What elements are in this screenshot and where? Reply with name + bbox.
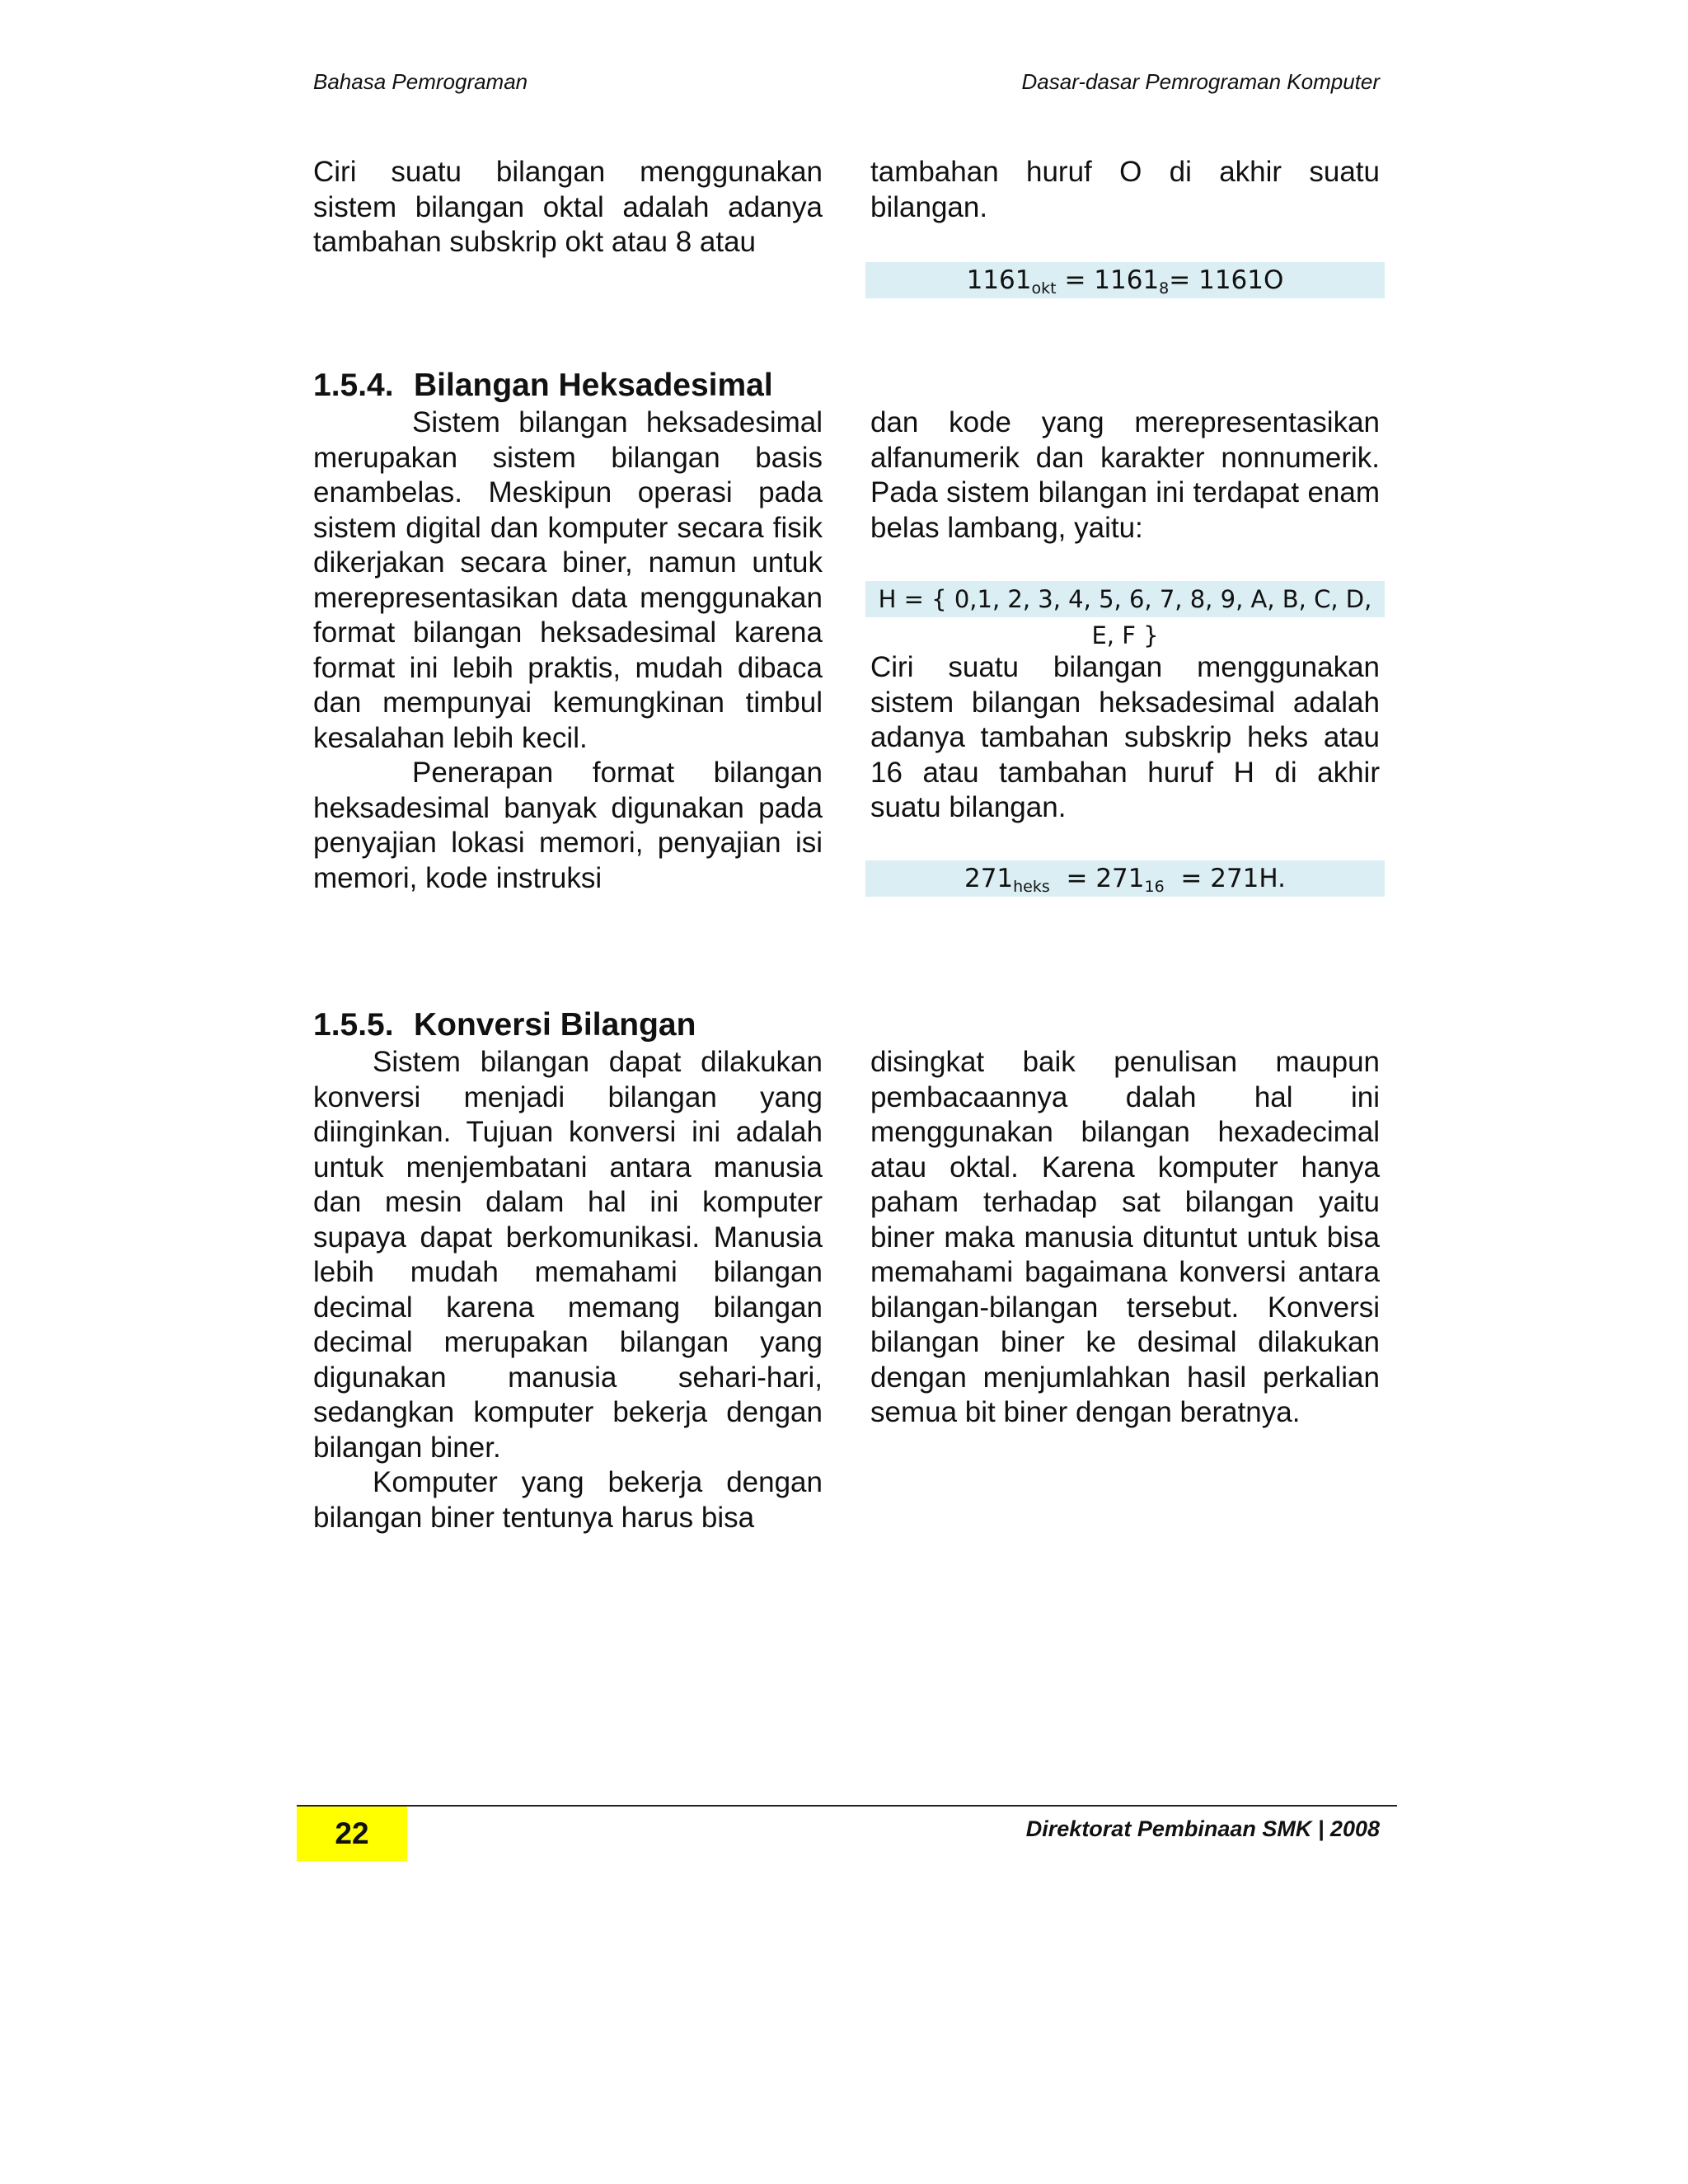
section-155-number: 1.5.5. <box>313 1007 394 1043</box>
intro-right-column <box>870 155 1380 225</box>
section-154-number: 1.5.4. <box>313 368 394 403</box>
intro-left-column <box>313 155 823 260</box>
section-154-right-paragraph-1: dan kode yang merepresentasikan alfanumerik dan karakter nonnumerik. Pada sistem bilangan ini terdapat enam belas lambang, yaitu: <box>870 406 1380 544</box>
intro-left-paragraph: Ciri suatu bilangan menggunakan sistem bilangan oktal adalah adanya tambahan subskrip okt atau 8 atau <box>313 156 823 258</box>
hex-symbol-set-box: H = { 0,1, 2, 3, 4, 5, 6, 7, 8, 9, A, B, C, D, E, F } <box>865 581 1385 617</box>
section-154-right-column <box>870 405 1380 546</box>
section-155-title: Konversi Bilangan <box>414 1007 696 1043</box>
octal-formula-c: = 1161O <box>1169 265 1284 295</box>
hex-formula-c: = 271H. <box>1164 864 1287 893</box>
section-155-right-paragraph-1: disingkat baik penulisan maupun pembacaannya dalah hal ini menggunakan bilangan hexadecimal atau oktal. Karena komputer hanya paham terhadap sat bilangan yaitu biner maka manusia dituntut untuk bisa memahami bagaimana konversi antara bilangan-bilangan tersebut. Konversi bilangan biner ke desimal dilakukan dengan menjumlahkan hasil perkalian semua bit biner dengan beratnya. <box>870 1046 1380 1428</box>
footer-publisher: Direktorat Pembinaan SMK | 2008 <box>1025 1816 1380 1841</box>
section-154-right-column-2 <box>870 650 1380 826</box>
section-155-left-paragraph-1: Sistem bilangan dapat dilakukan konversi menjadi bilangan yang diinginkan. Tujuan konversi ini adalah untuk menjembatani antara manusia dan mesin dalam hal ini komputer supaya dapat berkomunikasi. Manusia lebih mudah memahami bilangan decimal karena memang bilangan decimal merupakan bilangan yang digunakan manusia sehari-hari, sedangkan komputer bekerja dengan bilangan biner. <box>313 1046 823 1464</box>
intro-right-paragraph: tambahan huruf O di akhir suatu bilangan. <box>870 156 1380 223</box>
octal-formula-box <box>865 262 1385 298</box>
octal-formula-a: 1161 <box>966 265 1032 295</box>
running-header-left: Bahasa Pemrograman <box>313 69 528 94</box>
section-154-right-paragraph-2: Ciri suatu bilangan menggunakan sistem bilangan heksadesimal adalah adanya tambahan subskrip heks atau 16 atau tambahan huruf H di akhir suatu bilangan. <box>870 651 1380 823</box>
section-154-left-column <box>313 405 823 896</box>
hex-formula-a-sub: heks <box>1013 878 1050 896</box>
running-header-right: Dasar-dasar Pemrograman Komputer <box>1021 69 1380 94</box>
hex-formula-b-sub: 16 <box>1144 878 1165 896</box>
section-154-left-paragraph-2: Penerapan format bilangan heksadesimal banyak digunakan pada penyajian lokasi memori, penyajian isi memori, kode instruksi <box>313 757 823 894</box>
section-154-heading <box>313 368 773 404</box>
hex-formula-a: 271 <box>964 864 1014 893</box>
section-155-left-column <box>313 1045 823 1535</box>
octal-formula-b-sub: 8 <box>1159 279 1170 298</box>
hex-formula-b: = 271 <box>1049 864 1145 893</box>
hex-formula-box <box>865 860 1385 897</box>
section-155-left-paragraph-2: Komputer yang bekerja dengan bilangan biner tentunya harus bisa <box>313 1466 823 1534</box>
section-154-title: Bilangan Heksadesimal <box>414 368 773 403</box>
octal-formula-a-sub: okt <box>1031 279 1057 298</box>
page-number: 22 <box>297 1807 407 1861</box>
footer-rule <box>297 1805 1397 1807</box>
section-155-right-column <box>870 1045 1380 1431</box>
octal-formula-b: = 1161 <box>1056 265 1160 295</box>
section-155-heading <box>313 1007 696 1043</box>
section-154-left-paragraph-1: Sistem bilangan heksadesimal merupakan sistem bilangan basis enambelas. Meskipun operasi pada sistem digital dan komputer secara fisik dikerjakan secara biner, namun untuk merepresentasikan data menggunakan format bilangan heksadesimal karena format ini lebih praktis, mudah dibaca dan mempunyai kemungkinan timbul kesalahan lebih kecil. <box>313 406 823 754</box>
